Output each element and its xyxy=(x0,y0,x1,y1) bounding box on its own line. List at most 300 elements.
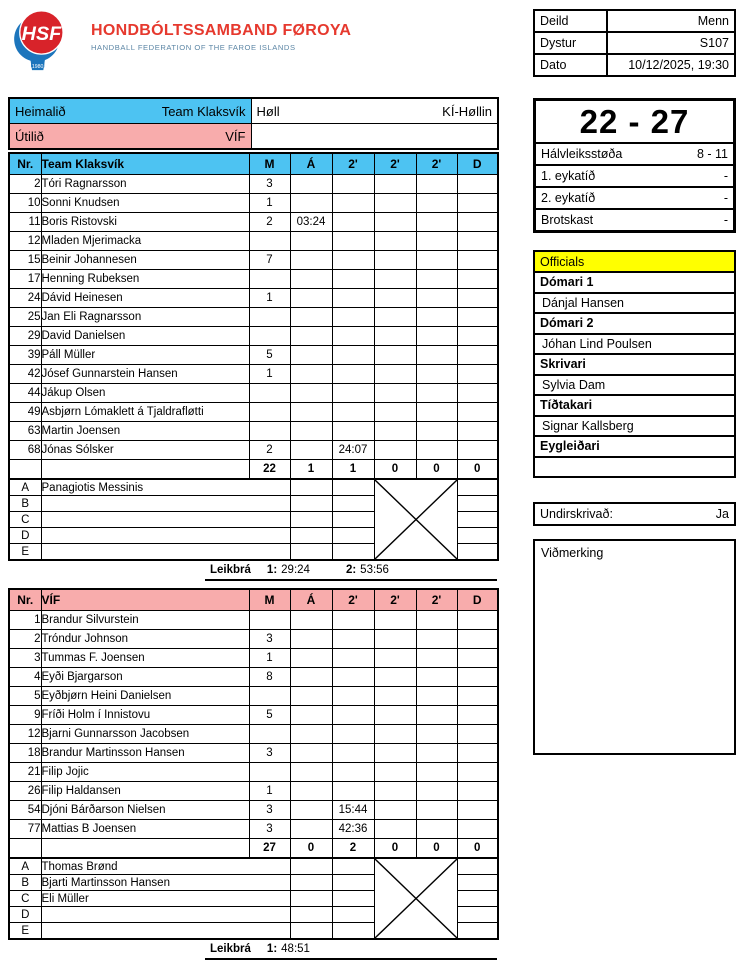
staff-warning-cell xyxy=(290,544,332,561)
match-info-value: S107 xyxy=(699,36,729,50)
staff-name: Eli Müller xyxy=(41,891,290,907)
staff-susp-cell xyxy=(332,479,374,496)
x-mark-icon xyxy=(375,859,457,938)
warning-cell xyxy=(290,744,332,763)
official-entry xyxy=(535,437,734,476)
player-number: 77 xyxy=(9,820,41,839)
dq-cell xyxy=(457,744,498,763)
suspension1-cell xyxy=(332,194,374,213)
totals-nr-cell xyxy=(9,839,41,859)
timeline-mark xyxy=(267,943,310,955)
suspension2-cell xyxy=(374,384,416,403)
goals-cell xyxy=(249,384,290,403)
player-name: Jónas Sólsker xyxy=(41,441,249,460)
staff-susp-cell xyxy=(332,528,374,544)
suspension2-cell xyxy=(374,744,416,763)
signature-box xyxy=(533,502,736,526)
official-role: Dómari 1 xyxy=(535,273,734,294)
warning-cell xyxy=(290,270,332,289)
suspension2-cell xyxy=(374,687,416,706)
suspension2-cell xyxy=(374,820,416,839)
suspension1-cell xyxy=(332,365,374,384)
timeline-mark-key: 1: xyxy=(266,943,278,955)
goals-cell: 3 xyxy=(249,801,290,820)
suspension3-cell xyxy=(416,175,457,194)
official-entry xyxy=(535,355,734,396)
player-name: Tummas F. Joensen xyxy=(41,649,249,668)
suspension3-cell xyxy=(416,213,457,232)
player-row xyxy=(9,801,498,820)
suspension2-cell xyxy=(374,289,416,308)
col-header-goals: M xyxy=(249,153,290,175)
staff-name xyxy=(41,907,290,923)
totals-name-cell xyxy=(41,460,249,480)
totals-warnings: 1 xyxy=(290,460,332,480)
staff-letter: B xyxy=(9,875,41,891)
suspension3-cell xyxy=(416,327,457,346)
warning-cell xyxy=(290,782,332,801)
suspension3-cell xyxy=(416,403,457,422)
player-row xyxy=(9,725,498,744)
score-detail-value: - xyxy=(723,213,728,227)
staff-dq-cell xyxy=(457,858,498,875)
staff-row xyxy=(9,479,498,496)
suspension2-cell xyxy=(374,441,416,460)
staff-warning-cell xyxy=(290,479,332,496)
warning-cell xyxy=(290,611,332,630)
suspension2-cell xyxy=(374,194,416,213)
signature-value: Ja xyxy=(715,507,729,521)
suspension3-cell xyxy=(416,763,457,782)
player-name: Jan Eli Ragnarsson xyxy=(41,308,249,327)
warning-cell xyxy=(290,194,332,213)
col-header-warning: Á xyxy=(290,153,332,175)
hall-cell xyxy=(251,98,498,124)
match-info-label: Dato xyxy=(535,55,608,75)
player-name: Jósef Gunnarstein Hansen xyxy=(41,365,249,384)
warning-cell xyxy=(290,441,332,460)
player-row xyxy=(9,630,498,649)
dq-cell xyxy=(457,384,498,403)
player-row xyxy=(9,194,498,213)
official-name: Jóhan Lind Poulsen xyxy=(535,335,734,356)
staff-susp-cell xyxy=(332,512,374,528)
suspension2-cell xyxy=(374,611,416,630)
staff-susp-cell xyxy=(332,907,374,923)
dq-cell xyxy=(457,687,498,706)
col-header-susp3: 2' xyxy=(416,589,457,611)
goals-cell xyxy=(249,327,290,346)
player-number: 21 xyxy=(9,763,41,782)
home-timeline xyxy=(205,561,497,581)
suspension1-cell: 42:36 xyxy=(332,820,374,839)
away-team-name: VÍF xyxy=(225,128,246,144)
totals-susp2: 0 xyxy=(374,839,416,859)
warning-cell: 03:24 xyxy=(290,213,332,232)
player-number: 1 xyxy=(9,611,41,630)
staff-name xyxy=(41,512,290,528)
dq-cell xyxy=(457,251,498,270)
warning-cell xyxy=(290,175,332,194)
player-row xyxy=(9,175,498,194)
goals-cell xyxy=(249,403,290,422)
suspension1-cell xyxy=(332,422,374,441)
player-name: Dávid Heinesen xyxy=(41,289,249,308)
staff-warning-cell xyxy=(290,512,332,528)
totals-nr-cell xyxy=(9,460,41,480)
suspension3-cell xyxy=(416,706,457,725)
staff-dq-cell xyxy=(457,923,498,940)
officials-title: Officials xyxy=(535,252,734,273)
officials-panel xyxy=(533,250,736,478)
player-row xyxy=(9,763,498,782)
hall-name: KÍ-Høllin xyxy=(442,103,492,119)
player-row xyxy=(9,706,498,725)
home-label: Heimalið xyxy=(15,103,66,119)
player-number: 5 xyxy=(9,687,41,706)
dq-cell xyxy=(457,346,498,365)
match-info-value: 10/12/2025, 19:30 xyxy=(628,58,729,72)
official-entry xyxy=(535,396,734,437)
player-number: 18 xyxy=(9,744,41,763)
staff-name: Bjarti Martinsson Hansen xyxy=(41,875,290,891)
staff-name xyxy=(41,923,290,940)
totals-dq: 0 xyxy=(457,839,498,859)
warning-cell xyxy=(290,384,332,403)
suspension2-cell xyxy=(374,801,416,820)
suspension1-cell xyxy=(332,744,374,763)
suspension1-cell xyxy=(332,327,374,346)
staff-letter: E xyxy=(9,923,41,940)
col-header-susp1: 2' xyxy=(332,153,374,175)
official-role: Dómari 2 xyxy=(535,314,734,335)
timeline-mark-key: 2: xyxy=(345,564,357,576)
suspension3-cell xyxy=(416,441,457,460)
warning-cell xyxy=(290,687,332,706)
suspension2-cell xyxy=(374,763,416,782)
suspension3-cell xyxy=(416,630,457,649)
col-header-nr: Nr. xyxy=(9,589,41,611)
player-number: 12 xyxy=(9,725,41,744)
player-row xyxy=(9,308,498,327)
player-name: Eyði Bjargarson xyxy=(41,668,249,687)
goals-cell xyxy=(249,232,290,251)
suspension3-cell xyxy=(416,422,457,441)
goals-cell xyxy=(249,270,290,289)
suspension3-cell xyxy=(416,744,457,763)
col-header-susp1: 2' xyxy=(332,589,374,611)
official-entry xyxy=(535,273,734,314)
goals-cell: 5 xyxy=(249,346,290,365)
away-team-cell xyxy=(9,124,251,150)
player-number: 25 xyxy=(9,308,41,327)
warning-cell xyxy=(290,289,332,308)
suspension1-cell xyxy=(332,175,374,194)
away-team-header: VÍF xyxy=(41,589,249,611)
official-name xyxy=(535,458,734,477)
player-number: 63 xyxy=(9,422,41,441)
dq-cell xyxy=(457,649,498,668)
final-score: 22 - 27 xyxy=(579,102,690,140)
player-number: 54 xyxy=(9,801,41,820)
player-name: Mladen Mjerimacka xyxy=(41,232,249,251)
dq-cell xyxy=(457,782,498,801)
score-detail-label: Brotskast xyxy=(541,213,594,227)
player-row xyxy=(9,232,498,251)
player-number: 12 xyxy=(9,232,41,251)
suspension2-cell xyxy=(374,649,416,668)
warning-cell xyxy=(290,403,332,422)
suspension1-cell xyxy=(332,763,374,782)
staff-letter: A xyxy=(9,858,41,875)
player-row xyxy=(9,441,498,460)
timeline-mark-time: 53:56 xyxy=(360,564,389,576)
warning-cell xyxy=(290,251,332,270)
signature-label: Undirskrivað: xyxy=(540,507,613,521)
player-number: 3 xyxy=(9,649,41,668)
suspension1-cell xyxy=(332,213,374,232)
official-role: Eygleiðari xyxy=(535,437,734,458)
dq-cell xyxy=(457,365,498,384)
staff-susp-cell xyxy=(332,544,374,561)
crossed-out-area xyxy=(374,479,457,560)
staff-letter: D xyxy=(9,528,41,544)
player-row xyxy=(9,422,498,441)
player-name: Tróndur Johnson xyxy=(41,630,249,649)
player-row xyxy=(9,327,498,346)
player-row xyxy=(9,270,498,289)
totals-goals: 27 xyxy=(249,839,290,859)
timeline-label: Leikbrá xyxy=(210,564,251,576)
suspension1-cell xyxy=(332,725,374,744)
warning-cell xyxy=(290,327,332,346)
staff-dq-cell xyxy=(457,512,498,528)
suspension3-cell xyxy=(416,346,457,365)
scoreboard xyxy=(533,98,736,233)
suspension2-cell xyxy=(374,706,416,725)
staff-susp-cell xyxy=(332,875,374,891)
warning-cell xyxy=(290,365,332,384)
player-row xyxy=(9,213,498,232)
totals-susp1: 2 xyxy=(332,839,374,859)
suspension3-cell xyxy=(416,232,457,251)
suspension1-cell xyxy=(332,782,374,801)
crossed-out-area xyxy=(374,858,457,939)
suspension1-cell xyxy=(332,611,374,630)
dq-cell xyxy=(457,327,498,346)
goals-cell: 7 xyxy=(249,251,290,270)
org-name: HONDBÓLTSSAMBAND FØROYA xyxy=(91,22,352,39)
goals-cell: 1 xyxy=(249,649,290,668)
dq-cell xyxy=(457,175,498,194)
staff-name: Thomas Brønd xyxy=(41,858,290,875)
staff-dq-cell xyxy=(457,891,498,907)
col-header-dq: D xyxy=(457,153,498,175)
goals-cell: 8 xyxy=(249,668,290,687)
suspension1-cell xyxy=(332,232,374,251)
suspension2-cell xyxy=(374,668,416,687)
score-detail-row xyxy=(536,208,733,230)
player-row xyxy=(9,289,498,308)
staff-warning-cell xyxy=(290,496,332,512)
staff-susp-cell xyxy=(332,923,374,940)
player-name: Sonni Knudsen xyxy=(41,194,249,213)
player-number: 10 xyxy=(9,194,41,213)
away-roster-section xyxy=(8,588,497,960)
suspension1-cell xyxy=(332,687,374,706)
suspension1-cell xyxy=(332,289,374,308)
player-number: 2 xyxy=(9,175,41,194)
timeline-mark-time: 29:24 xyxy=(281,564,310,576)
hall-label: Høll xyxy=(256,103,280,119)
player-number: 29 xyxy=(9,327,41,346)
goals-cell xyxy=(249,725,290,744)
suspension3-cell xyxy=(416,308,457,327)
dq-cell xyxy=(457,308,498,327)
suspension3-cell xyxy=(416,251,457,270)
match-info-row xyxy=(533,53,736,77)
suspension3-cell xyxy=(416,687,457,706)
goals-cell xyxy=(249,611,290,630)
suspension2-cell xyxy=(374,270,416,289)
dq-cell xyxy=(457,801,498,820)
player-row xyxy=(9,611,498,630)
home-roster-section xyxy=(8,152,497,581)
score-detail-row xyxy=(536,142,733,164)
warning-cell xyxy=(290,649,332,668)
goals-cell: 2 xyxy=(249,213,290,232)
player-row xyxy=(9,668,498,687)
dq-cell xyxy=(457,289,498,308)
dq-cell xyxy=(457,213,498,232)
logo-initials: HSF xyxy=(21,23,62,45)
hsf-logo-icon xyxy=(12,8,69,72)
dq-cell xyxy=(457,194,498,213)
away-header-row xyxy=(9,589,498,611)
timeline-label: Leikbrá xyxy=(210,943,251,955)
player-number: 4 xyxy=(9,668,41,687)
home-team-header: Team Klaksvík xyxy=(41,153,249,175)
player-name: Brandur Silvurstein xyxy=(41,611,249,630)
player-number: 15 xyxy=(9,251,41,270)
score-detail-label: 2. eykatíð xyxy=(541,191,596,205)
timeline-mark-time: 48:51 xyxy=(281,943,310,955)
player-row xyxy=(9,403,498,422)
remarks-box xyxy=(533,539,736,755)
staff-susp-cell xyxy=(332,858,374,875)
official-name: Signar Kallsberg xyxy=(535,417,734,438)
warning-cell xyxy=(290,308,332,327)
warning-cell xyxy=(290,422,332,441)
goals-cell: 1 xyxy=(249,289,290,308)
col-header-susp2: 2' xyxy=(374,153,416,175)
match-info-label: Deild xyxy=(535,11,608,31)
staff-warning-cell xyxy=(290,907,332,923)
away-timeline xyxy=(205,940,497,960)
warning-cell xyxy=(290,725,332,744)
warning-cell xyxy=(290,346,332,365)
suspension1-cell xyxy=(332,630,374,649)
dq-cell xyxy=(457,270,498,289)
suspension3-cell xyxy=(416,820,457,839)
suspension2-cell xyxy=(374,403,416,422)
player-number: 2 xyxy=(9,630,41,649)
suspension1-cell xyxy=(332,308,374,327)
player-name: Martin Joensen xyxy=(41,422,249,441)
goals-cell: 2 xyxy=(249,441,290,460)
official-name: Sylvia Dam xyxy=(535,376,734,397)
player-name: Jákup Olsen xyxy=(41,384,249,403)
suspension2-cell xyxy=(374,327,416,346)
score-detail-label: Hálvleiksstøða xyxy=(541,147,623,161)
col-header-susp3: 2' xyxy=(416,153,457,175)
score-detail-row xyxy=(536,164,733,186)
player-number: 44 xyxy=(9,384,41,403)
staff-dq-cell xyxy=(457,875,498,891)
totals-dq: 0 xyxy=(457,460,498,480)
goals-cell: 3 xyxy=(249,175,290,194)
player-name: Asbjørn Lómaklett á Tjaldrafløtti xyxy=(41,403,249,422)
suspension2-cell xyxy=(374,213,416,232)
suspension3-cell xyxy=(416,668,457,687)
player-name: Eyðbjørn Heini Danielsen xyxy=(41,687,249,706)
player-row xyxy=(9,687,498,706)
goals-cell: 1 xyxy=(249,365,290,384)
suspension2-cell xyxy=(374,308,416,327)
goals-cell: 3 xyxy=(249,744,290,763)
dq-cell xyxy=(457,403,498,422)
player-name: Bjarni Gunnarsson Jacobsen xyxy=(41,725,249,744)
player-number: 9 xyxy=(9,706,41,725)
staff-susp-cell xyxy=(332,891,374,907)
player-row xyxy=(9,744,498,763)
staff-letter: C xyxy=(9,512,41,528)
col-header-dq: D xyxy=(457,589,498,611)
suspension2-cell xyxy=(374,346,416,365)
staff-warning-cell xyxy=(290,875,332,891)
totals-susp3: 0 xyxy=(416,460,457,480)
venue-table xyxy=(8,97,499,150)
goals-cell: 1 xyxy=(249,194,290,213)
suspension2-cell xyxy=(374,365,416,384)
suspension1-cell xyxy=(332,706,374,725)
col-header-nr: Nr. xyxy=(9,153,41,175)
player-name: Beinir Johannesen xyxy=(41,251,249,270)
home-totals-row xyxy=(9,460,498,480)
suspension1-cell xyxy=(332,384,374,403)
staff-dq-cell xyxy=(457,544,498,561)
player-number: 26 xyxy=(9,782,41,801)
col-header-susp2: 2' xyxy=(374,589,416,611)
staff-letter: E xyxy=(9,544,41,561)
suspension2-cell xyxy=(374,782,416,801)
suspension3-cell xyxy=(416,289,457,308)
dq-cell xyxy=(457,232,498,251)
goals-cell xyxy=(249,687,290,706)
staff-name xyxy=(41,496,290,512)
official-name: Dánjal Hansen xyxy=(535,294,734,315)
player-name: Henning Rubeksen xyxy=(41,270,249,289)
suspension2-cell xyxy=(374,232,416,251)
score-detail-label: 1. eykatíð xyxy=(541,169,596,183)
official-role: Tíðtakari xyxy=(535,396,734,417)
player-number: 17 xyxy=(9,270,41,289)
goals-cell xyxy=(249,763,290,782)
away-roster-table xyxy=(8,588,499,940)
match-info-panel xyxy=(533,9,736,77)
player-number: 49 xyxy=(9,403,41,422)
match-info-row xyxy=(533,9,736,33)
